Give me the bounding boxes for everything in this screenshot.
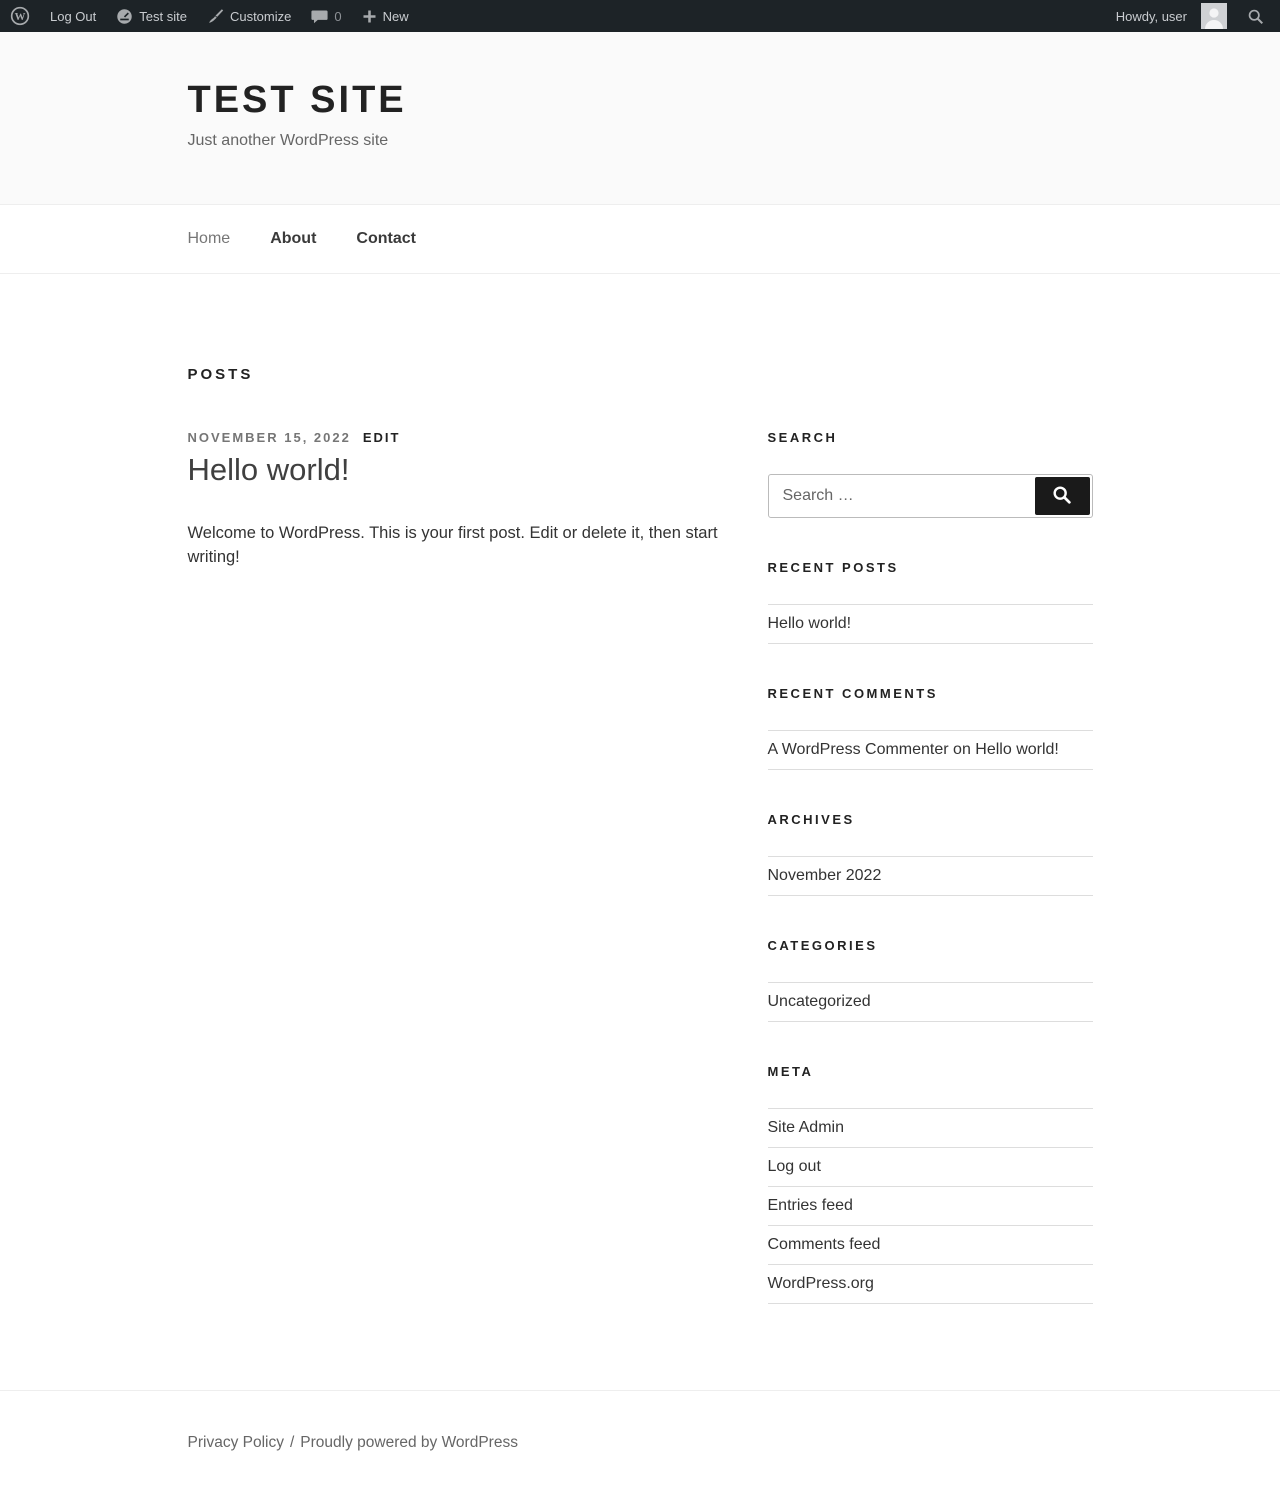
new-label: New [382, 8, 409, 24]
search-icon [1051, 484, 1073, 509]
page-title: POSTS [187, 366, 254, 383]
main-navigation [0, 204, 1280, 274]
archives-title: ARCHIVES [767, 812, 855, 827]
recent-post-link[interactable]: Hello world! [767, 615, 852, 632]
admin-bar [0, 0, 1280, 32]
list-item [768, 983, 1093, 1022]
categories-widget [768, 938, 1093, 1022]
user-avatar [1201, 3, 1227, 29]
customize-label: Customize [229, 8, 292, 24]
customize-link[interactable] [197, 0, 301, 32]
post-edit-link[interactable]: EDIT [362, 430, 401, 445]
plus-icon [362, 9, 377, 24]
site-title[interactable]: TEST SITE [187, 79, 407, 121]
privacy-policy-link[interactable]: Privacy Policy [187, 1434, 284, 1451]
my-account-link[interactable] [1106, 0, 1237, 32]
meta-comments-feed-link[interactable]: Comments feed [767, 1236, 881, 1253]
archives-widget [768, 812, 1093, 896]
comments-count: 0 [334, 8, 342, 24]
site-name-label: Test site [139, 8, 187, 24]
comments-link[interactable] [301, 0, 351, 32]
categories-title: CATEGORIES [767, 938, 878, 953]
log-out-link[interactable]: Log Out [50, 8, 97, 24]
recent-comments-title: RECENT COMMENTS [767, 686, 938, 701]
recent-posts-title: RECENT POSTS [767, 560, 899, 575]
list-item [768, 1265, 1093, 1304]
comment-author-link[interactable]: A WordPress Commenter [767, 741, 949, 758]
nav-item-about[interactable]: About [270, 230, 317, 247]
admin-bar-left [0, 0, 419, 32]
archive-link[interactable]: November 2022 [767, 867, 882, 884]
site-footer [0, 1390, 1280, 1492]
post-date-link[interactable]: NOVEMBER 15, 2022 [187, 430, 351, 445]
admin-bar-right [1106, 0, 1274, 32]
search-form [768, 474, 1093, 518]
paintbrush-icon [207, 8, 224, 25]
nav-item-home[interactable]: Home [187, 230, 231, 247]
footer-separator: / [289, 1434, 295, 1451]
recent-posts-widget [768, 560, 1093, 644]
list-item [768, 857, 1093, 896]
post-meta [188, 430, 731, 445]
list-item [768, 731, 1093, 770]
meta-log-out-link[interactable]: Log out [767, 1158, 821, 1175]
main-content [0, 274, 1280, 1390]
comment-post-link[interactable]: Hello world! [975, 741, 1059, 758]
list-item [768, 1187, 1093, 1226]
meta-title: META [767, 1064, 814, 1079]
nav-item-contact[interactable]: Contact [356, 230, 416, 247]
howdy-label: Howdy, user [1115, 8, 1187, 24]
list-item [768, 1226, 1093, 1265]
search-input[interactable] [771, 477, 1035, 515]
posts-column [188, 430, 731, 570]
comment-bubble-icon [311, 8, 328, 25]
post-article [188, 430, 731, 570]
sidebar [768, 430, 1093, 1304]
search-widget [768, 430, 1093, 518]
list-item [768, 605, 1093, 644]
list-item [768, 1109, 1093, 1148]
meta-widget [768, 1064, 1093, 1304]
search-widget-title: SEARCH [767, 430, 838, 445]
list-item [768, 1148, 1093, 1187]
comment-connector: on [948, 741, 976, 758]
site-header [0, 32, 1280, 204]
wordpress-logo-menu[interactable] [0, 0, 40, 32]
recent-comments-widget [768, 686, 1093, 770]
category-link[interactable]: Uncategorized [767, 993, 871, 1010]
post-body: Welcome to WordPress. This is your first post. Edit or delete it, then start writing! [187, 524, 718, 567]
meta-wordpress-org-link[interactable]: WordPress.org [767, 1275, 874, 1292]
meta-entries-feed-link[interactable]: Entries feed [767, 1197, 853, 1214]
post-title[interactable]: Hello world! [187, 452, 350, 487]
dashboard-gauge-icon [116, 8, 133, 25]
search-submit-button[interactable] [1035, 477, 1090, 515]
svg-text:W: W [14, 10, 26, 23]
admin-search-icon[interactable] [1237, 0, 1274, 32]
powered-by-link[interactable]: Proudly powered by WordPress [300, 1434, 518, 1451]
wordpress-logo-icon [10, 6, 30, 26]
site-name-link[interactable] [106, 0, 197, 32]
site-tagline: Just another WordPress site [187, 132, 389, 149]
meta-site-admin-link[interactable]: Site Admin [767, 1119, 844, 1136]
new-content-link[interactable] [352, 0, 419, 32]
